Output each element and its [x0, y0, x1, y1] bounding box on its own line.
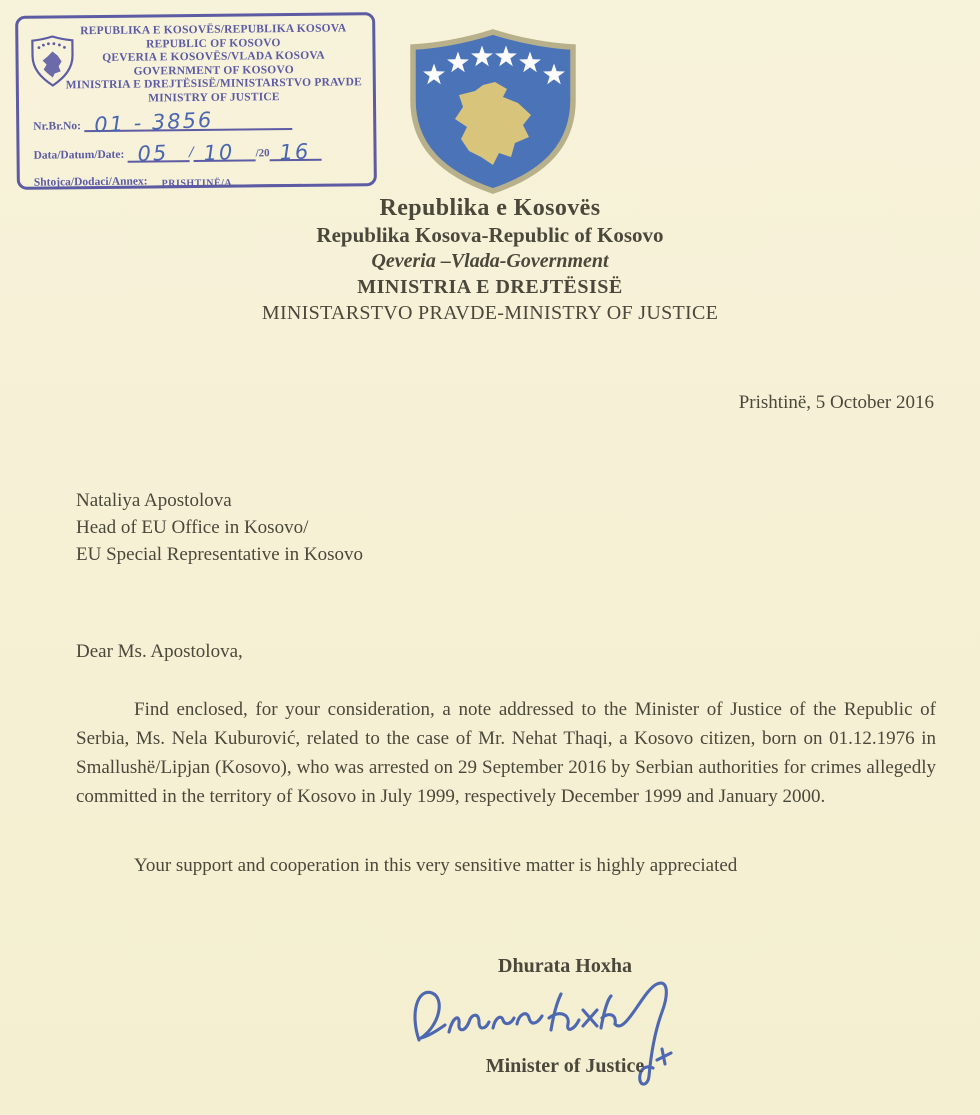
stamp-number-row	[33, 107, 292, 138]
stamp-date-label: Data/Datum/Date:	[33, 148, 125, 162]
body-paragraph-2: Your support and cooperation in this very sensitive matter is highly appreciated	[134, 855, 738, 876]
kosovo-emblem-small-icon	[30, 34, 75, 88]
stamp-date-year-handwritten: 16	[279, 139, 311, 165]
stamp-date-month-line	[193, 140, 255, 166]
signer-name: Dhurata Hoxha	[498, 955, 632, 977]
stamp-line: MINISTRY OF JUSTICE	[148, 90, 280, 105]
stamp-number-line	[84, 107, 292, 138]
stamp-number-handwritten: 01 - 3856	[93, 107, 214, 138]
recipient-name: Nataliya Apostolova	[76, 490, 232, 511]
stamp-date-day-handwritten: 05	[136, 140, 169, 167]
stamp-date-separator: /	[189, 144, 194, 162]
kosovo-coat-of-arms	[402, 26, 584, 198]
letterhead-government: Qeveria –Vlada-Government	[371, 250, 609, 272]
stamp-line: MINISTRIA E DREJTËSISË/MINISTARSTVO PRAVDE	[65, 76, 363, 92]
letterhead	[0, 194, 980, 326]
recipient-block	[76, 487, 363, 568]
letterhead-ministry-albanian: MINISTRIA E DREJTËSISË	[357, 276, 623, 298]
stamp-line: REPUBLIC OF KOSOVO	[146, 36, 281, 51]
stamp-number-label: Nr.Br.No:	[33, 120, 82, 133]
body-paragraph-1: Find enclosed, for your consideration, a note addressed to the Minister of Justice of the Republic of Serbia, Ms. Nela Kuburović, related to the case of Mr. Nehat Thaqi, a Kosovo citizen, born on 01.12.1976 in Smallushë/Lipjan (Kosovo), who was arrested on 29 September 2016 by Serbian authorities for crimes allegedly committed in the territory of Kosovo in July 1999, respectively December 1999 and January 2000.	[76, 699, 936, 807]
stamp-date-century-printed: /20	[255, 147, 270, 160]
signature-block	[415, 955, 715, 1105]
letterhead-republic-albanian: Republika e Kosovës	[379, 195, 601, 221]
recipient-title-2: EU Special Representative in Kosovo	[76, 544, 364, 565]
salutation: Dear Ms. Apostolova,	[76, 641, 243, 662]
stamp-line: REPUBLIKA E KOSOVËS/REPUBLIKA KOSOVA	[80, 22, 347, 38]
registry-stamp	[15, 12, 377, 190]
signer-title: Minister of Justice	[485, 1055, 645, 1077]
stamp-line: GOVERNMENT OF KOSOVO	[133, 63, 294, 78]
stamp-line: QEVERIA E KOSOVËS/VLADA KOSOVA	[102, 49, 325, 64]
stamp-city: PRISHTINË/A	[161, 177, 233, 190]
letterhead-republic-translations: Republika Kosova-Republic of Kosovo	[316, 223, 664, 247]
recipient-title-1: Head of EU Office in Kosovo/	[76, 517, 309, 538]
letterhead-ministry-translations: MINISTARSTVO PRAVDE-MINISTRY OF JUSTICE	[261, 302, 719, 324]
letter-dateline: Prishtinë, 5 October 2016	[738, 392, 934, 413]
stamp-date-row	[33, 139, 321, 167]
stamp-date-year-line	[270, 139, 322, 165]
stamp-date-day-line	[127, 140, 189, 167]
stamp-annex-label: Shtojca/Dodaci/Annex:	[33, 175, 148, 189]
stamp-date-month-handwritten: 10	[203, 140, 235, 166]
